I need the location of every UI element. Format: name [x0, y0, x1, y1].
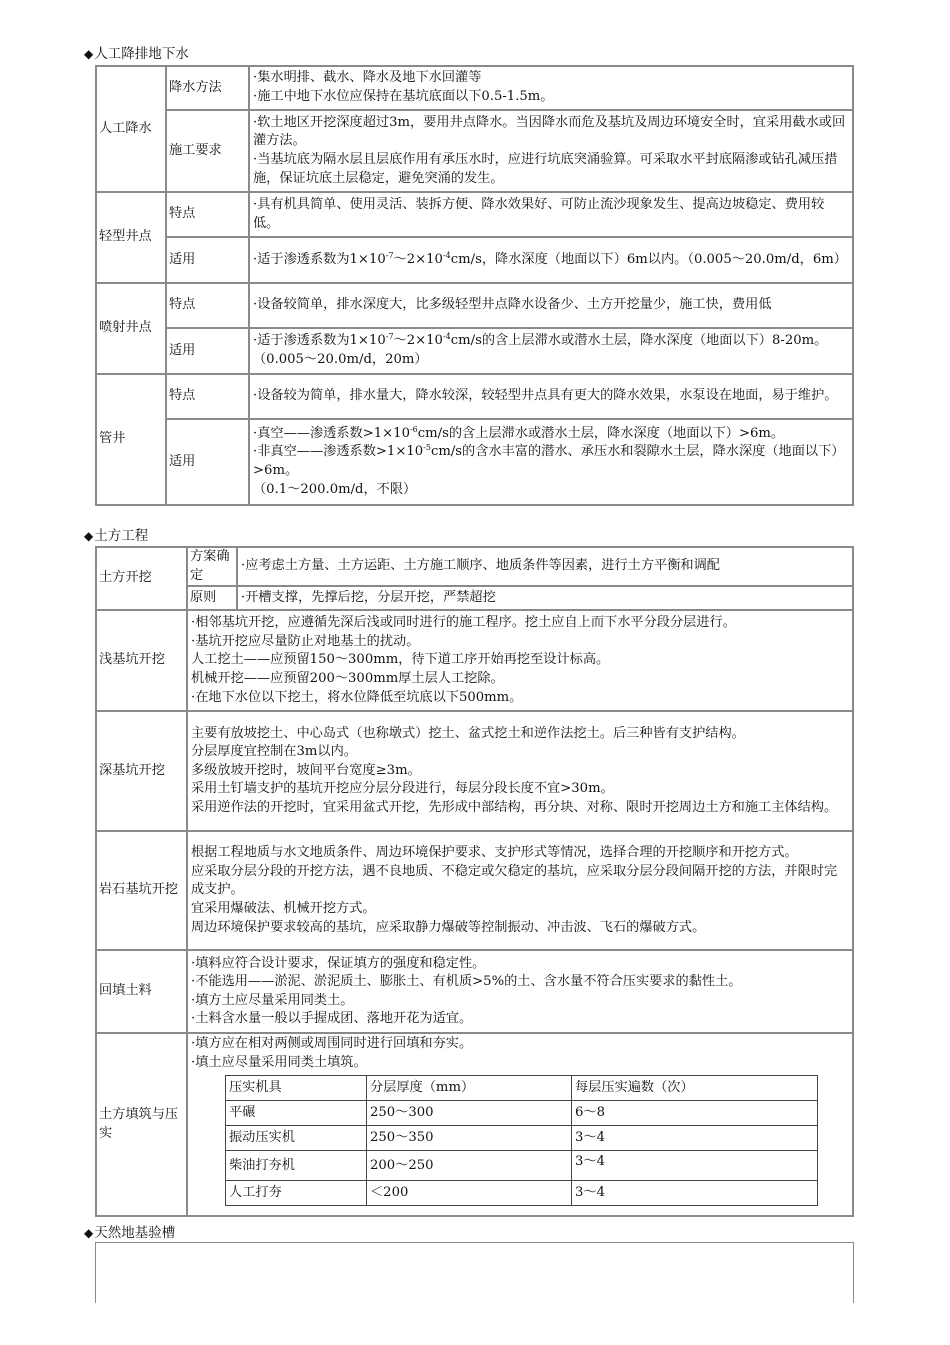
text-line [253, 425, 849, 444]
table-row [96, 711, 853, 831]
text-line: ·在地下水位以下挖土，将水位降低至坑底以下500mm。 [191, 689, 523, 705]
group-title: 土方开挖 [96, 547, 187, 610]
text-line: ·不能选用——淤泥、淤泥质土、膨胀土、有机质>5%的土、含水量不符合压实要求的黏性土。 [191, 974, 742, 990]
table-row [96, 586, 853, 610]
table-row [226, 1126, 818, 1151]
text-line: ·设备较为简单，排水量大，降水较深，较轻型井点具有更大的降水效果，水泵设在地面，易于维护。 [253, 388, 838, 404]
exponent: -5 [423, 443, 431, 453]
text-line [253, 251, 849, 270]
heading-text: 天然地基验槽 [94, 1225, 176, 1241]
table-row [226, 1181, 818, 1206]
text-segment: ·真空——渗透系数>1×10 [253, 425, 410, 441]
diamond-bullet-icon: ◆ [84, 1226, 94, 1240]
table-cell: 250～300 [367, 1101, 572, 1126]
table-row [96, 374, 853, 419]
table-cell: 6～8 [572, 1101, 818, 1126]
table-row [96, 237, 853, 283]
row-label: 方案确定 [187, 547, 237, 586]
text-segment: ·适于渗透系数为1×10 [253, 333, 386, 349]
earthwork-table [95, 546, 854, 1217]
table-row [226, 1101, 818, 1126]
text-line: ·填方应在相对两侧或周围同时进行回填和夯实。 [191, 1036, 473, 1052]
row-label: 适用 [166, 237, 249, 283]
exponent: -7 [385, 250, 394, 260]
row-content [187, 831, 853, 950]
text-line: ·集水明排、截水、降水及地下水回灌等 [253, 70, 482, 86]
group-title: 土方填筑与压实 [96, 1033, 187, 1216]
table-header-row [226, 1076, 818, 1101]
column-header: 分层厚度（mm） [367, 1076, 572, 1101]
group-title: 回填土料 [96, 950, 187, 1033]
diamond-bullet-icon: ◆ [84, 529, 94, 543]
dewatering-table [95, 65, 854, 506]
text-line: 采用逆作法的开挖时，宜采用盆式开挖，先形成中部结构，再分块、对称、限时开挖周边土方和施工主体结构。 [191, 800, 838, 816]
text-line: 采用土钉墙支护的基坑开挖应分层分段进行，每层分段长度不宜>30m。 [191, 781, 614, 797]
row-label: 特点 [166, 192, 249, 237]
row-content [249, 328, 853, 374]
compaction-table [225, 1075, 818, 1206]
row-content [249, 419, 853, 505]
foundation-inspection-box [95, 1242, 854, 1303]
table-cell: 3～4 [572, 1181, 818, 1206]
row-content [249, 283, 853, 328]
text-line: ·填料应符合设计要求，保证填方的强度和稳定性。 [191, 955, 486, 971]
table-cell: 200～250 [367, 1151, 572, 1181]
text-segment: cm/s，降水深度（地面以下）6m以内。（0.005～20.0m/d，6m） [450, 251, 847, 267]
table-row [96, 66, 853, 110]
text-segment: cm/s的含上层滞水或潜水土层，降水深度（地面以下）>6m。 [417, 425, 785, 441]
text-line: ·设备较简单，排水深度大，比多级轻型井点降水设备少、土方开挖量少，施工快，费用低 [253, 297, 772, 313]
group-title: 岩石基坑开挖 [96, 831, 187, 950]
row-label: 特点 [166, 374, 249, 419]
row-content [249, 374, 853, 419]
group-title: 轻型井点 [96, 192, 166, 283]
text-line: ·基坑开挖应尽量防止对地基土的扰动。 [191, 633, 420, 649]
text-segment: cm/s的含上层滞水或潜水土层，降水深度（地面以下）8-20m。（0.005～20.0m/d，20m） [253, 333, 828, 367]
table-cell: 3～4 [572, 1126, 818, 1151]
exponent: -4 [442, 332, 451, 342]
section-heading-foundation-inspection [84, 1224, 175, 1242]
text-line: ·施工中地下水位应保持在基坑底面以下0.5-1.5m。 [253, 89, 554, 104]
table-row [96, 328, 853, 374]
heading-text: 人工降排地下水 [94, 46, 189, 62]
text-line: 根据工程地质与水文地质条件、周边环境保护要求、支护形式等情况，选择合理的开挖顺序和开挖方式。 [191, 845, 798, 861]
group-title: 深基坑开挖 [96, 711, 187, 831]
column-header: 压实机具 [226, 1076, 367, 1101]
table-row [226, 1151, 818, 1181]
group-title: 管井 [96, 374, 166, 505]
table-cell: 振动压实机 [226, 1126, 367, 1151]
row-content: ·开槽支撑，先撑后挖，分层开挖，严禁超挖 [237, 586, 853, 610]
table-row [96, 547, 853, 586]
text-line [253, 443, 849, 480]
table-row [96, 110, 853, 192]
text-line [253, 332, 849, 369]
group-title: 浅基坑开挖 [96, 610, 187, 711]
section-heading-dewatering [84, 45, 189, 63]
text-line: ·软土地区开挖深度超过3m，要用井点降水。当因降水而危及基坑及周边环境安全时，宜采用截水或回灌方法。 [253, 114, 846, 149]
text-line: 人工挖土——应预留150～300mm，待下道工序开始再挖至设计标高。 [191, 652, 610, 668]
exponent: -6 [409, 424, 418, 434]
group-title: 人工降水 [96, 66, 166, 192]
table-cell: 柴油打夯机 [226, 1151, 367, 1181]
row-content [249, 237, 853, 283]
row-content [249, 192, 853, 237]
row-content [249, 110, 853, 192]
column-header: 每层压实遍数（次） [572, 1076, 818, 1101]
section-heading-earthwork [84, 527, 148, 545]
table-cell: ＜200 [367, 1181, 572, 1206]
row-label: 施工要求 [166, 110, 249, 192]
text-segment: ～2×10 [393, 251, 443, 267]
row-label: 特点 [166, 283, 249, 328]
row-content: ·应考虑土方量、土方运距、土方施工顺序、地质条件等因素，进行土方平衡和调配 [237, 547, 853, 586]
text-segment: ～2×10 [393, 333, 443, 349]
row-label: 适用 [166, 419, 249, 505]
row-label: 降水方法 [166, 66, 249, 110]
text-line: 主要有放坡挖土、中心岛式（也称墩式）挖土、盆式挖土和逆作法挖土。后三种皆有支护结构。 [191, 725, 745, 741]
text-line: 应采取分层分段的开挖方法，遇不良地质、不稳定或欠稳定的基坑，应采取分层分段间隔开挖的方法，并限时完成支护。 [191, 863, 838, 898]
text-line: ·具有机具简单、使用灵活、装拆方便、降水效果好、可防止流沙现象发生、提高边坡稳定、费用较低。 [253, 196, 825, 231]
row-content [187, 610, 853, 711]
text-line: （0.1～200.0m/d，不限） [253, 481, 417, 497]
text-line: 分层厚度宜控制在3m以内。 [191, 744, 357, 760]
text-line: ·相邻基坑开挖，应遵循先深后浅或同时进行的施工程序。挖土应自上而下水平分段分层进行。 [191, 615, 736, 631]
table-cell: 250～350 [367, 1126, 572, 1151]
table-row [96, 831, 853, 950]
table-row [96, 1033, 853, 1216]
table-row [96, 283, 853, 328]
text-segment: ·适于渗透系数为1×10 [253, 251, 386, 267]
diamond-bullet-icon: ◆ [84, 47, 94, 61]
table-cell: 平碾 [226, 1101, 367, 1126]
group-title: 喷射井点 [96, 283, 166, 374]
text-line: 机械开挖——应预留200～300mm厚土层人工挖除。 [191, 670, 504, 686]
table-row [96, 950, 853, 1033]
row-content [187, 1033, 853, 1216]
text-line: ·当基坑底为隔水层且层底作用有承压水时，应进行坑底突涌验算。可采取水平封底隔渗或钻孔减压措施，保证坑底土层稳定，避免突涌的发生。 [253, 152, 838, 186]
text-line: ·土料含水量一般以手握成团、落地开花为适宜。 [191, 1011, 473, 1027]
row-label: 适用 [166, 328, 249, 374]
table-cell: 3～4 [572, 1151, 818, 1181]
text-line: ·填方土应尽量采用同类土。 [191, 992, 354, 1008]
exponent: -4 [442, 250, 451, 260]
row-content [187, 711, 853, 831]
table-cell: 人工打夯 [226, 1181, 367, 1206]
row-label: 原则 [187, 586, 237, 610]
text-line: 宜采用爆破法、机械开挖方式。 [191, 900, 376, 916]
table-row [96, 192, 853, 237]
text-segment: cm/s的含水丰富的潜水、承压水和裂隙水土层，降水深度（地面以下）>6m。 [253, 444, 845, 478]
table-row [96, 610, 853, 711]
row-content [249, 66, 853, 110]
exponent: -7 [385, 332, 394, 342]
text-segment: ·非真空——渗透系数>1×10 [253, 444, 424, 460]
text-line: 多级放坡开挖时，坡间平台宽度≥3m。 [191, 762, 421, 778]
text-line: ·填土应尽量采用同类土填筑。 [191, 1054, 367, 1070]
heading-text: 土方工程 [94, 528, 149, 544]
table-row [96, 419, 853, 505]
text-line: 周边环境保护要求较高的基坑，应采取静力爆破等控制振动、冲击波、飞石的爆破方式。 [191, 919, 706, 935]
row-content [187, 950, 853, 1033]
